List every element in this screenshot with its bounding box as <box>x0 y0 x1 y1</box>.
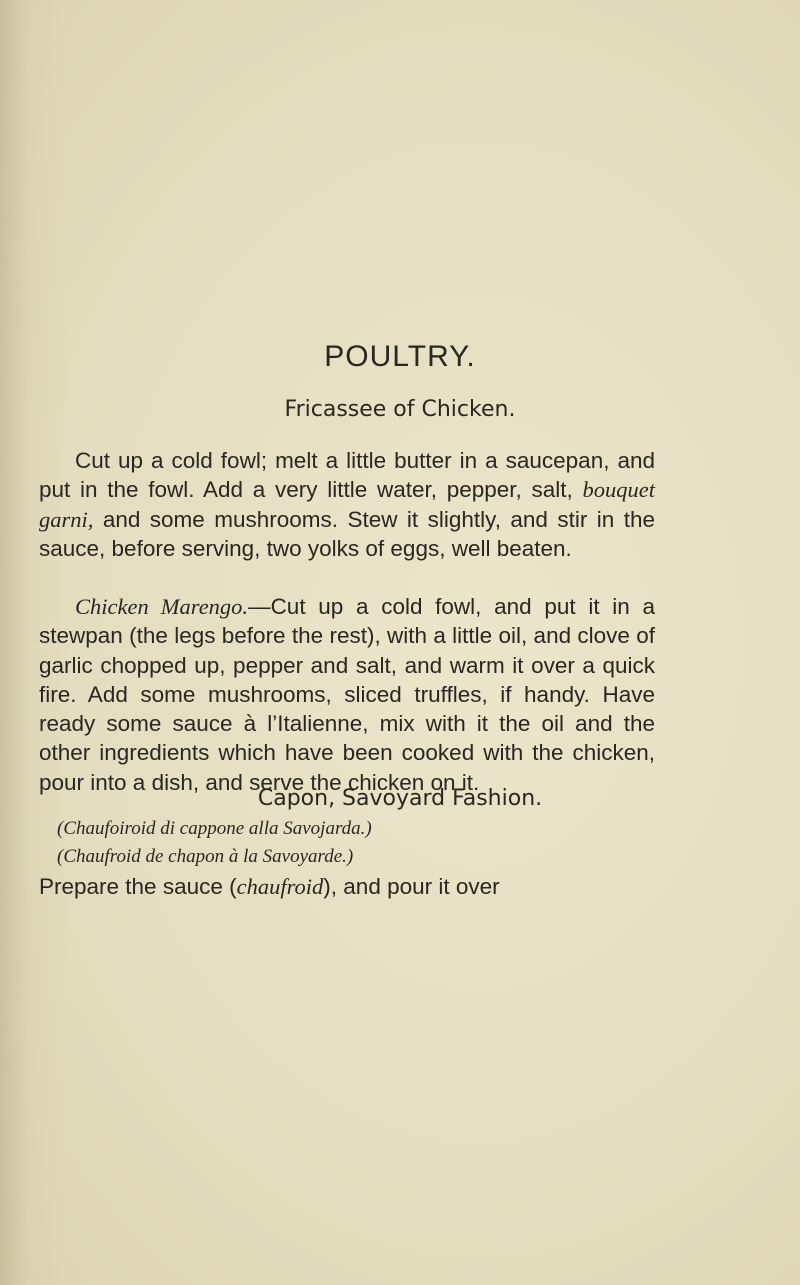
french-name: (Chaufroid de chapon à la Savoyarde.) <box>57 846 354 867</box>
fricassee-paragraph <box>39 446 655 563</box>
marengo-heading: Chicken Marengo. <box>75 594 249 619</box>
text-run: —Cut up a cold fowl, and put it in a stewpan (the legs before the rest), with a little oil, and clove of garlic chopped up, pepper and salt, and warm it over a quick fire. Add some mushrooms, sliced truffles, if handy. Have ready some sauce à l’Italienne, mix with it the oil and the other ingredients which have been cooked with the chicken, pour into a dish, and serve the chicken on it. <box>39 594 655 795</box>
italic-term: bouquet garni, <box>39 477 655 532</box>
text-run: ), and pour it over <box>323 874 500 899</box>
capon-paragraph <box>39 872 655 901</box>
italian-name: (Chaufoiroid di cappone alla Savojarda.) <box>57 818 372 839</box>
italic-term: chaufroid <box>236 874 324 899</box>
text-run: Cut up a cold fowl; melt a little butter in a saucepan, and put in the fowl. Add a very little water, pepper, salt, <box>39 448 655 503</box>
section-title: POULTRY. <box>324 340 476 373</box>
recipe-title-fricassee: Fricassee of Chicken. <box>284 397 516 422</box>
text-run: and some mushrooms. Stew it slightly, and stir in the sauce, before serving, two yolks of eggs, well beaten. <box>39 506 655 561</box>
text-run: Prepare the sauce ( <box>39 874 237 899</box>
marengo-paragraph <box>39 592 655 797</box>
recipe-title-capon: Capon, Savoyard Fashion. <box>257 786 543 811</box>
